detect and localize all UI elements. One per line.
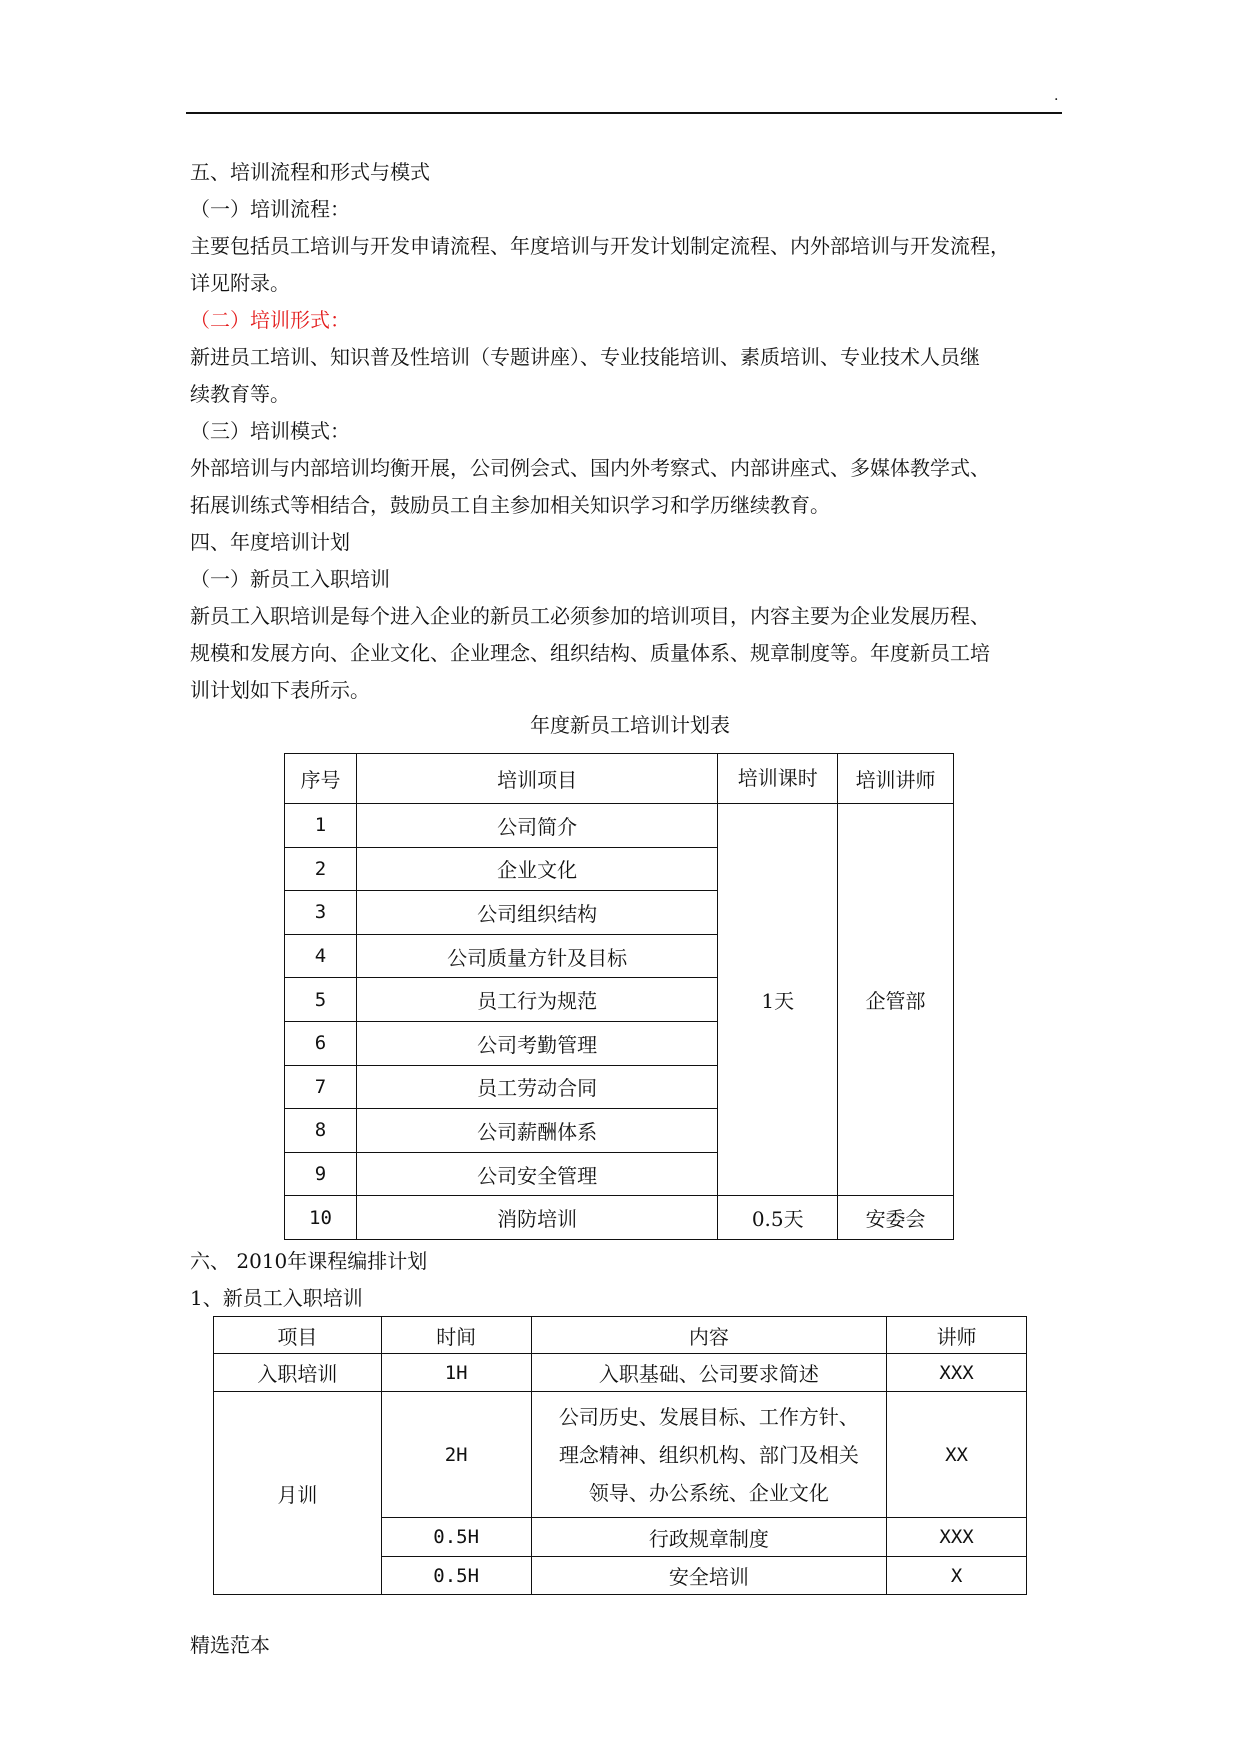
plan-row-no: 6 xyxy=(285,1021,357,1065)
section5-sub1-line1: 主要包括员工培训与开发申请流程、年度培训与开发计划制定流程、内外部培训与开发流程， xyxy=(190,234,1010,258)
course-row1-trainer: XXX xyxy=(887,1354,1027,1392)
section5-title: 五、培训流程和形式与模式 xyxy=(190,160,430,184)
course-header-time: 时间 xyxy=(381,1317,531,1354)
table-row xyxy=(214,1354,1027,1392)
plan-row-no: 4 xyxy=(285,934,357,978)
section5-sub3-line1: 外部培训与内部培训均衡开展，公司例会式、国内外考察式、内部讲座式、多媒体教学式、 xyxy=(190,456,990,480)
plan-row-no: 2 xyxy=(285,847,357,891)
plan-last-trainer: 安委会 xyxy=(838,1196,954,1240)
course-monthly-label: 月训 xyxy=(214,1392,382,1595)
plan-row-item: 公司薪酬体系 xyxy=(356,1109,717,1153)
course-table-header-row xyxy=(214,1317,1027,1354)
plan-table xyxy=(284,753,954,1240)
course-row4-time: 0.5H xyxy=(381,1557,531,1595)
header-rule xyxy=(186,112,1062,114)
course-row2-content-line: 领导、办公系统、企业文化 xyxy=(588,1480,829,1505)
plan-header-hours: 培训课时 xyxy=(718,754,838,804)
section5-sub3-line2: 拓展训练式等相结合，鼓励员工自主参加相关知识学习和学历继续教育。 xyxy=(190,493,830,517)
section4-line3: 训计划如下表所示。 xyxy=(190,678,370,702)
plan-row-item: 员工劳动合同 xyxy=(356,1065,717,1109)
course-row2-time: 2H xyxy=(381,1392,531,1518)
section5-sub2-line1: 新进员工培训、知识普及性培训（专题讲座）、专业技能培训、素质培训、专业技术人员继 xyxy=(190,345,980,369)
plan-row-item: 公司安全管理 xyxy=(356,1152,717,1196)
plan-table-caption: 年度新员工培训计划表 xyxy=(530,713,730,737)
course-row1-time: 1H xyxy=(381,1354,531,1392)
plan-row-item: 公司组织结构 xyxy=(356,891,717,935)
plan-row-item: 公司考勤管理 xyxy=(356,1021,717,1065)
course-row3-content: 行政规章制度 xyxy=(531,1518,887,1557)
plan-row-no: 1 xyxy=(285,804,357,848)
course-row2-content xyxy=(531,1392,887,1518)
plan-row-item: 公司质量方针及目标 xyxy=(356,934,717,978)
course-row1-project: 入职培训 xyxy=(214,1354,382,1392)
table-row xyxy=(285,1196,954,1240)
table-row xyxy=(285,804,954,848)
plan-merged-trainer: 企管部 xyxy=(838,804,954,1196)
section5-sub2-line2: 续教育等。 xyxy=(190,382,290,406)
course-row4-trainer: X xyxy=(887,1557,1027,1595)
section5-sub3-title: （三）培训模式： xyxy=(190,419,350,443)
plan-row-no: 3 xyxy=(285,891,357,935)
course-header-trainer: 讲师 xyxy=(887,1317,1027,1354)
plan-row-no: 8 xyxy=(285,1109,357,1153)
section6-sub1-title: 1、新员工入职培训 xyxy=(190,1286,363,1310)
section4-line2: 规模和发展方向、企业文化、企业理念、组织结构、质量体系、规章制度等。年度新员工培 xyxy=(190,641,990,665)
plan-row-item: 公司简介 xyxy=(356,804,717,848)
plan-last-hours: 0.5天 xyxy=(718,1196,838,1240)
course-row1-content: 入职基础、公司要求简述 xyxy=(531,1354,887,1392)
plan-row-item: 员工行为规范 xyxy=(356,978,717,1022)
plan-row-item: 消防培训 xyxy=(356,1196,717,1240)
section4-sub1-title: （一）新员工入职培训 xyxy=(190,567,390,591)
table-row xyxy=(214,1392,1027,1518)
plan-row-no: 7 xyxy=(285,1065,357,1109)
course-header-project: 项目 xyxy=(214,1317,382,1354)
plan-header-trainer: 培训讲师 xyxy=(838,754,954,804)
plan-row-no: 5 xyxy=(285,978,357,1022)
plan-header-no: 序号 xyxy=(285,754,357,804)
plan-row-item: 企业文化 xyxy=(356,847,717,891)
section5-sub1-line2: 详见附录。 xyxy=(190,271,290,295)
section5-sub2-title: （二）培训形式： xyxy=(190,308,350,332)
course-row3-time: 0.5H xyxy=(381,1518,531,1557)
course-table xyxy=(213,1316,1027,1595)
course-row3-trainer: XXX xyxy=(887,1518,1027,1557)
plan-row-no: 10 xyxy=(285,1196,357,1240)
section4-line1: 新员工入职培训是每个进入企业的新员工必须参加的培训项目，内容主要为企业发展历程、 xyxy=(190,604,990,628)
course-row2-content-line: 理念精神、组织机构、部门及相关 xyxy=(558,1442,859,1467)
plan-merged-hours: 1天 xyxy=(718,804,838,1196)
header-mark: . xyxy=(1054,88,1059,104)
document-body xyxy=(190,154,1070,741)
footer-text: 精选范本 xyxy=(190,1633,270,1657)
plan-header-item: 培训项目 xyxy=(356,754,717,804)
section4-title: 四、年度培训计划 xyxy=(190,530,350,554)
course-row2-trainer: XX xyxy=(887,1392,1027,1518)
course-header-content: 内容 xyxy=(531,1317,887,1354)
plan-table-header-row xyxy=(285,754,954,804)
course-row4-content: 安全培训 xyxy=(531,1557,887,1595)
section5-sub1-title: （一）培训流程： xyxy=(190,197,350,221)
course-row2-content-line: 公司历史、发展目标、工作方针、 xyxy=(558,1404,859,1429)
plan-row-no: 9 xyxy=(285,1152,357,1196)
section6-title: 六、 2010年课程编排计划 xyxy=(190,1249,428,1273)
